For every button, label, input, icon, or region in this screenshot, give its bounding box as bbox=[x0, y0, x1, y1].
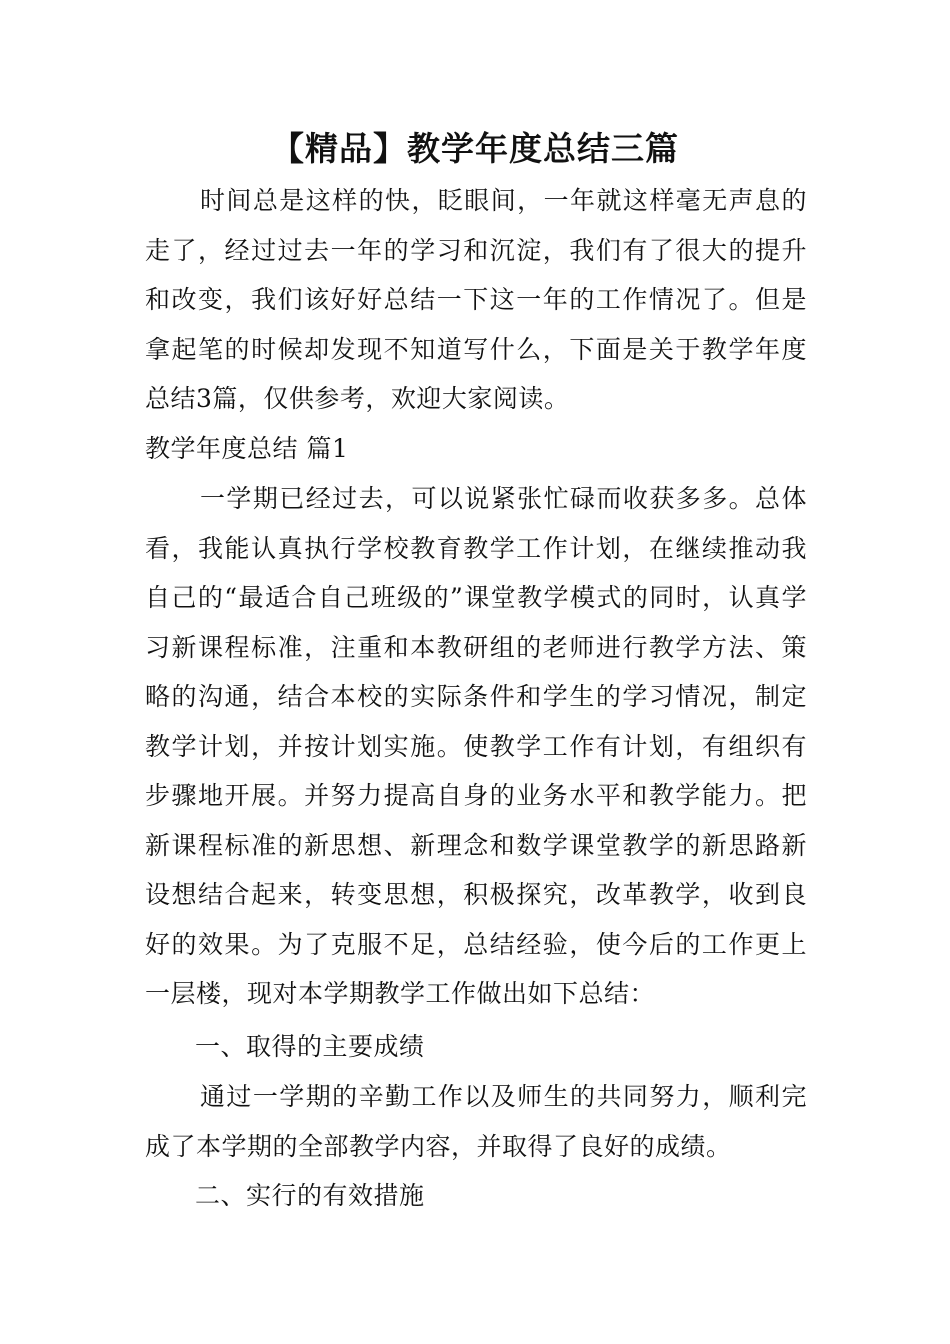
document-title: 【精品】教学年度总结三篇 bbox=[271, 129, 679, 168]
intro-paragraph: 时间总是这样的快，眨眼间，一年就这样毫无声息的走了，经过过去一年的学习和沉淀，我们有了很大的提升和改变，我们该好好总结一下这一年的工作情况了。但是拿起笔的时候却发现不知道写什么，下面是关于教学年度总结3篇，仅供参考，欢迎大家阅读。 bbox=[145, 186, 807, 413]
subheading-measures: 二、实行的有效措施 bbox=[195, 1181, 425, 1210]
subheading-achievements: 一、取得的主要成绩 bbox=[195, 1032, 425, 1061]
body-paragraph-1: 一学期已经过去，可以说紧张忙碌而收获多多。总体看，我能认真执行学校教育教学工作计划，在继续推动我自己的“最适合自己班级的”课堂教学模式的同时，认真学习新课程标准，注重和本教研组的老师进行教学方法、策略的沟通，结合本校的实际条件和学生的学习情况，制定教学计划，并按计划实施。使教学工作有计划，有组织有步骤地开展。并努力提高自身的业务水平和教学能力。把新课程标准的新思想、新理念和数学课堂教学的新思路新设想结合起来，转变思想，积极探究，改革教学，收到良好的效果。为了克服不足，总结经验，使今后的工作更上一层楼，现对本学期教学工作做出如下总结： bbox=[145, 484, 807, 1008]
section-heading: 教学年度总结 篇1 bbox=[145, 434, 349, 463]
body-paragraph-2: 通过一学期的辛勤工作以及师生的共同努力，顺利完成了本学期的全部教学内容，并取得了良好的成绩。 bbox=[145, 1082, 807, 1161]
